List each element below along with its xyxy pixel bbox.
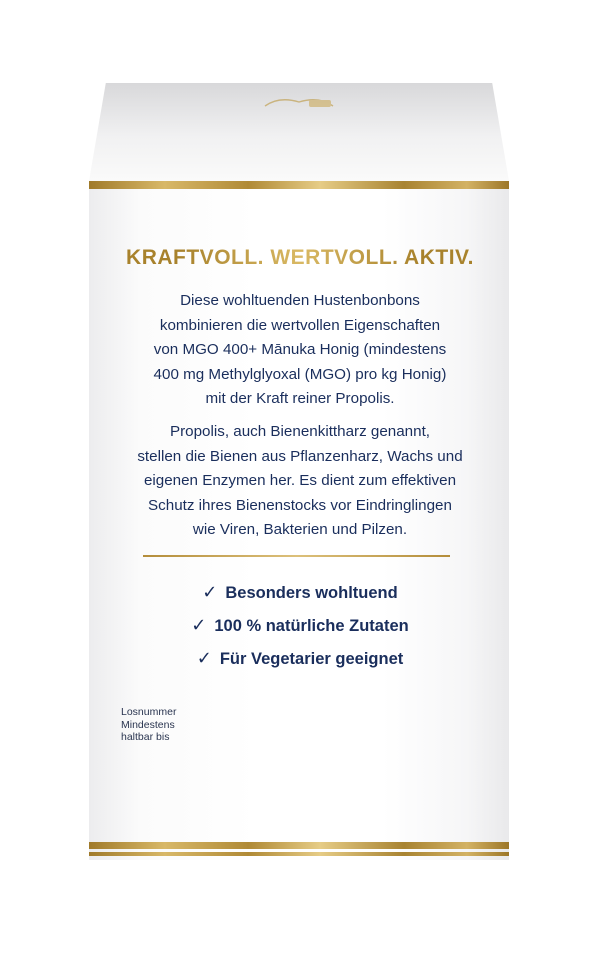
text-line: mit der Kraft reiner Propolis. [205,390,395,407]
benefit-label: Für Vegetarier geeignet [219,650,404,668]
gold-band-top [89,181,509,189]
benefit-item [0,611,600,644]
text-line: 400 mg Methylglyoxal (MGO) pro kg Honig) [153,365,447,383]
text-line: von MGO 400+ Mānuka Honig (mindestens [153,341,447,358]
brand-logo-icon [249,93,349,111]
text-line: Propolis, auch Bienenkittharz genannt, [169,423,431,440]
gold-band-bottom-thin [89,852,509,856]
checkmark-icon: ✓ [196,648,212,668]
benefit-label: Besonders wohltuend [225,584,398,602]
text-line: Schutz ihres Bienenstocks vor Eindringlingen [148,496,452,514]
text-line: kombinieren die wertvollen Eigenschaften [159,316,441,334]
box-lid [89,83,509,181]
gold-band-bottom [89,842,509,849]
text-line: Diese wohltuenden Hustenbonbons [180,292,420,309]
text-line: stellen die Bienen aus Pflanzenharz, Wachs und [137,447,463,465]
gold-divider [143,555,450,557]
description-paragraph-1 [110,289,490,412]
lot-info [121,706,176,744]
benefit-item [0,578,600,611]
benefit-label: 100 % natürliche Zutaten [214,617,409,635]
best-before-label-2: haltbar bis [121,731,170,743]
checkmark-icon: ✓ [202,582,218,602]
text-line: eigenen Enzymen her. Es dient zum effektiven [143,472,457,489]
benefit-item [0,644,600,677]
best-before-label: Mindestens [121,718,175,731]
description-paragraph-2 [110,420,490,543]
benefits-list [0,578,600,677]
lot-number-label: Losnummer [121,706,177,718]
headline: KRAFTVOLL. WERTVOLL. AKTIV. [0,246,600,270]
checkmark-icon: ✓ [191,615,207,635]
text-line: wie Viren, Bakterien und Pilzen. [192,521,408,538]
